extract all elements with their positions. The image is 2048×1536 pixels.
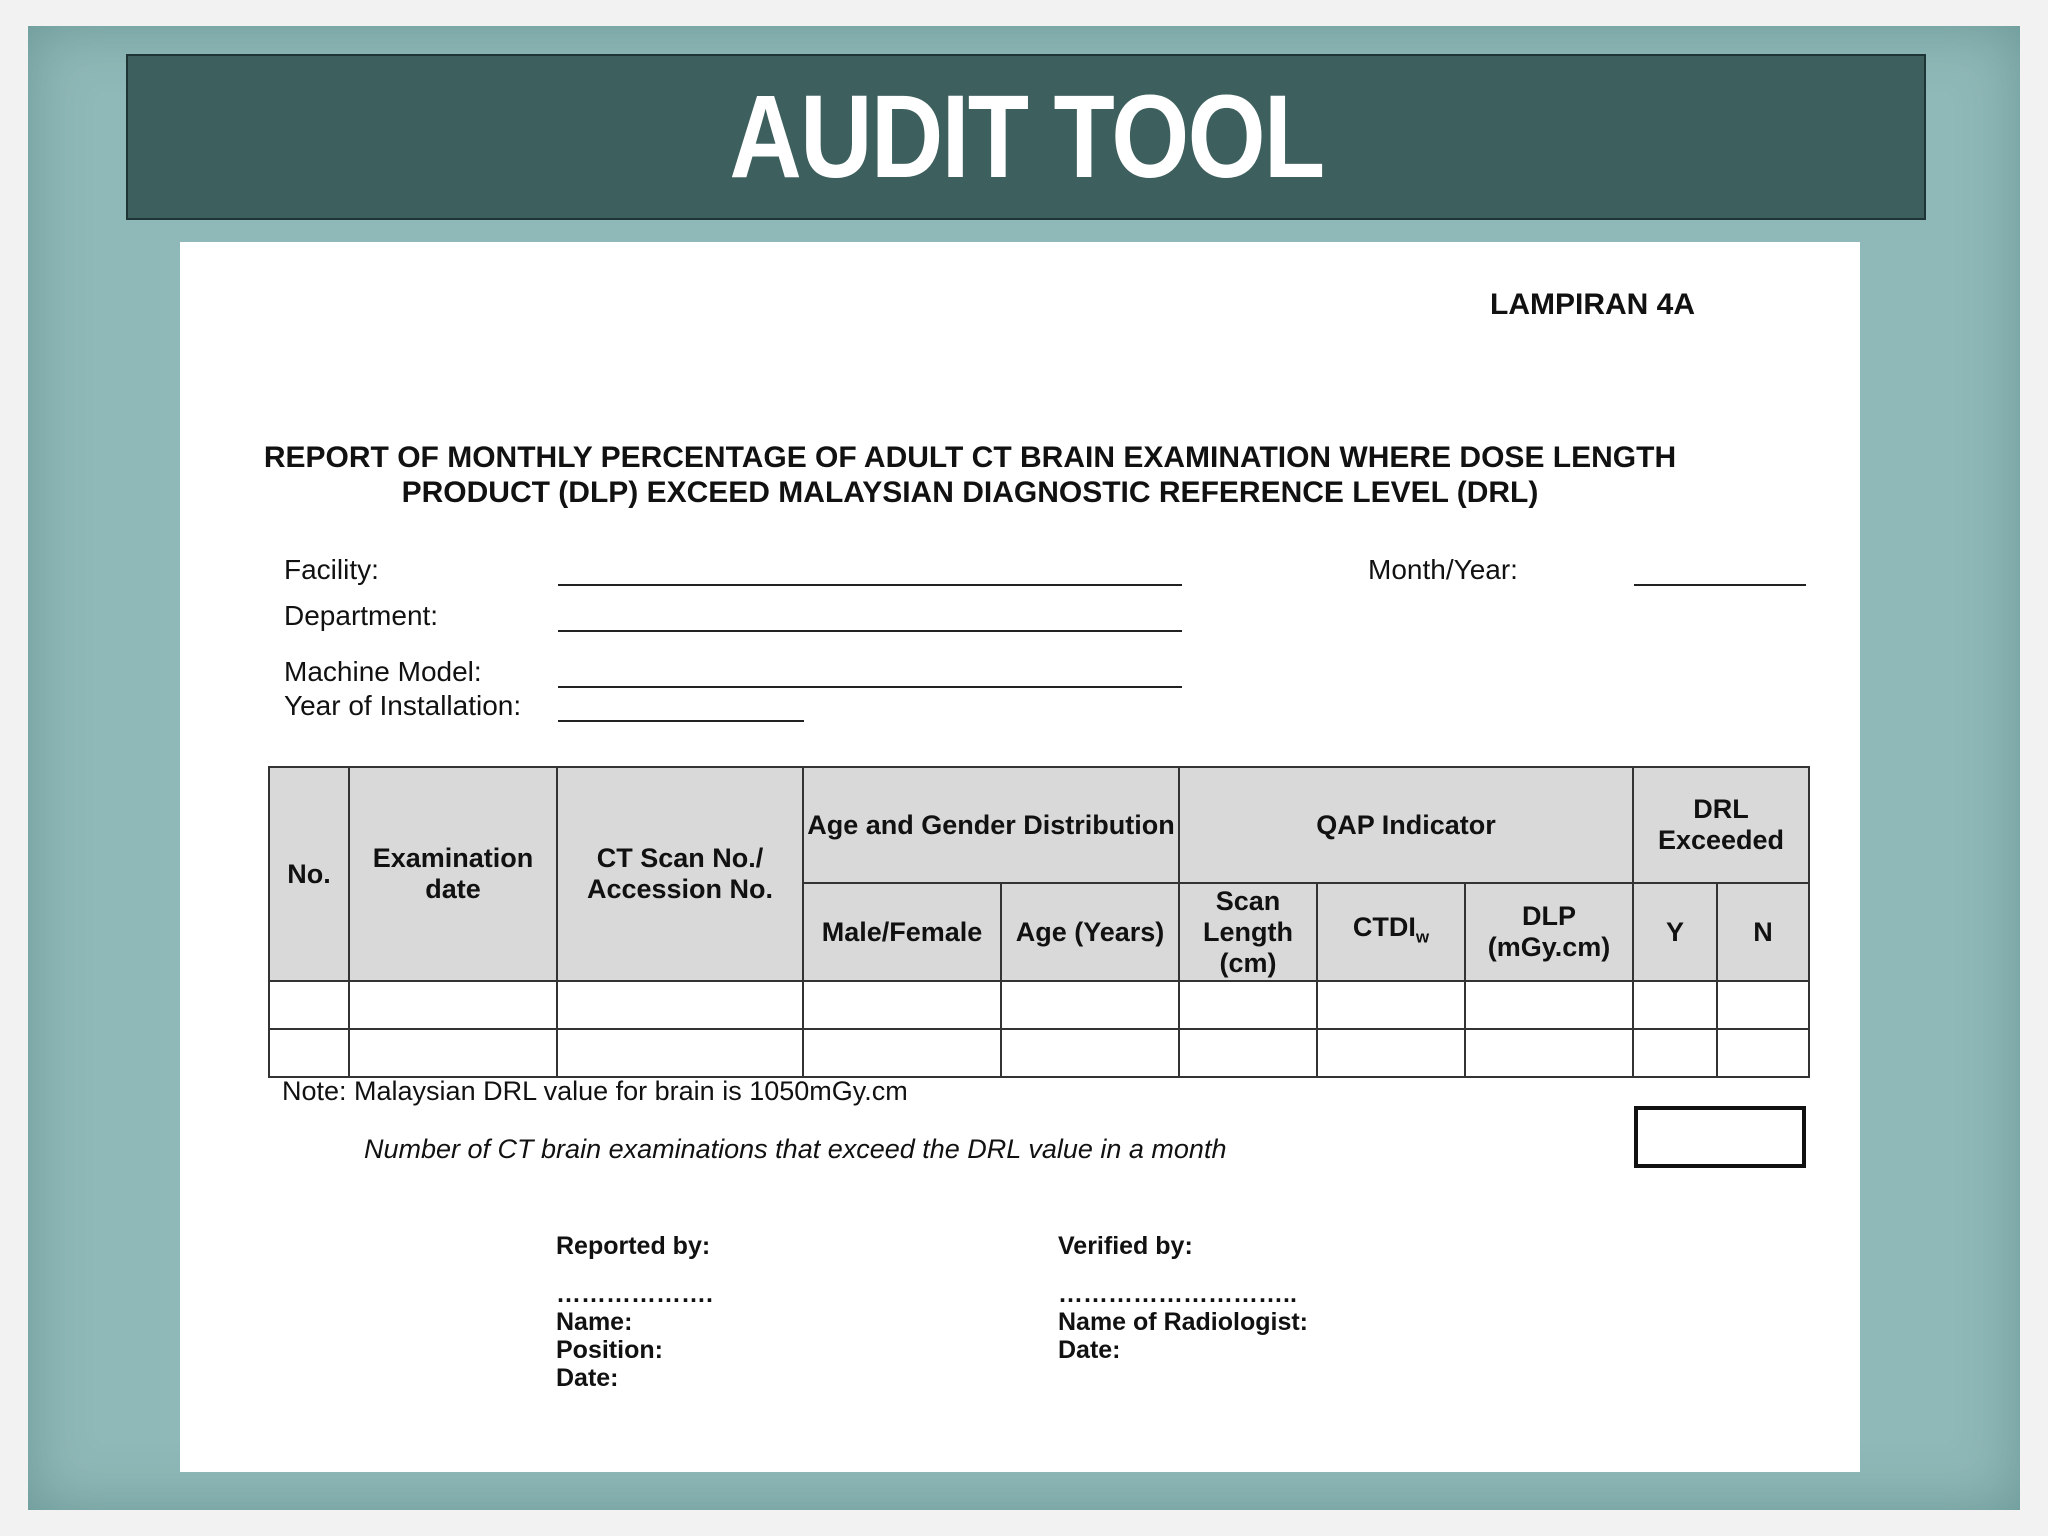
report-title <box>220 440 1720 510</box>
drl-note: Note: Malaysian DRL value for brain is 1050mGy.cm <box>282 1076 908 1106</box>
verified-by-date: Date: <box>1058 1336 1121 1364</box>
verified-by-block <box>1058 1232 1308 1364</box>
col-header-ctdi <box>1317 883 1465 981</box>
table-cell[interactable] <box>1317 1029 1465 1077</box>
col-header-no: No. <box>269 767 349 981</box>
table-row <box>269 981 1809 1029</box>
col-header-exam-date: Examination date <box>349 767 557 981</box>
table-cell[interactable] <box>1717 1029 1809 1077</box>
verified-by-radiologist: Name of Radiologist: <box>1058 1308 1309 1336</box>
table-cell[interactable] <box>557 981 803 1029</box>
table-cell[interactable] <box>1465 1029 1633 1077</box>
verified-by-heading: Verified by: <box>1058 1232 1193 1260</box>
col-header-n: N <box>1717 883 1809 981</box>
reported-by-signature-line: ………………. <box>556 1280 713 1308</box>
audit-table <box>268 766 1810 1078</box>
col-header-drl-exceeded: DRL Exceeded <box>1633 767 1809 883</box>
reported-by-date: Date: <box>556 1364 619 1392</box>
table-cell[interactable] <box>1317 981 1465 1029</box>
table-cell[interactable] <box>349 1029 557 1077</box>
table-cell[interactable] <box>1001 1029 1179 1077</box>
verified-by-signature-line: ……………………….. <box>1058 1280 1297 1308</box>
department-label: Department: <box>284 600 439 631</box>
reported-by-block <box>556 1232 713 1392</box>
col-header-male-female: Male/Female <box>803 883 1001 981</box>
table-cell[interactable] <box>1179 1029 1317 1077</box>
department-field[interactable] <box>558 630 1182 632</box>
exceed-count-label: Number of CT brain examinations that exceed the DRL value in a month <box>364 1134 1227 1164</box>
col-header-age-gender: Age and Gender Distribution <box>803 767 1179 883</box>
ctdi-subscript: w <box>1415 927 1430 947</box>
col-header-age-years: Age (Years) <box>1001 883 1179 981</box>
year-of-installation-field[interactable] <box>558 720 804 722</box>
audit-form-document <box>180 242 1860 1472</box>
table-cell[interactable] <box>1633 981 1717 1029</box>
table-cell[interactable] <box>803 981 1001 1029</box>
month-year-field[interactable] <box>1634 584 1806 586</box>
table-cell[interactable] <box>1001 981 1179 1029</box>
table-cell[interactable] <box>1179 981 1317 1029</box>
reported-by-name: Name: <box>556 1308 633 1336</box>
col-header-qap-indicator: QAP Indicator <box>1179 767 1633 883</box>
year-of-installation-label: Year of Installation: <box>284 690 522 721</box>
table-cell[interactable] <box>1633 1029 1717 1077</box>
machine-model-label: Machine Model: <box>284 656 482 687</box>
facility-label: Facility: <box>284 554 379 585</box>
reported-by-position: Position: <box>556 1336 663 1364</box>
exceed-count-box[interactable] <box>1634 1106 1806 1168</box>
ctdi-label: CTDI <box>1352 911 1416 942</box>
report-title-line-1: REPORT OF MONTHLY PERCENTAGE OF ADULT CT BRAIN EXAMINATION WHERE DOSE LENGTH <box>263 441 1677 474</box>
title-banner <box>126 54 1926 220</box>
table-cell[interactable] <box>803 1029 1001 1077</box>
report-title-line-2: PRODUCT (DLP) EXCEED MALAYSIAN DIAGNOSTIC REFERENCE LEVEL (DRL) <box>401 476 1539 509</box>
col-header-scan-length: Scan Length (cm) <box>1179 883 1317 981</box>
table-cell[interactable] <box>1465 981 1633 1029</box>
machine-model-field[interactable] <box>558 686 1182 688</box>
lampiran-label: LAMPIRAN 4A <box>1490 288 1696 321</box>
slide-title: AUDIT TOOL <box>728 71 1324 203</box>
table-cell[interactable] <box>1717 981 1809 1029</box>
table-cell[interactable] <box>349 981 557 1029</box>
month-year-label: Month/Year: <box>1368 554 1518 585</box>
table-cell[interactable] <box>557 1029 803 1077</box>
facility-field[interactable] <box>558 584 1182 586</box>
reported-by-heading: Reported by: <box>556 1232 711 1260</box>
table-cell[interactable] <box>269 1029 349 1077</box>
col-header-dlp: DLP (mGy.cm) <box>1465 883 1633 981</box>
col-header-ct-scan-no: CT Scan No./ Accession No. <box>557 767 803 981</box>
col-header-y: Y <box>1633 883 1717 981</box>
table-row <box>269 1029 1809 1077</box>
table-cell[interactable] <box>269 981 349 1029</box>
